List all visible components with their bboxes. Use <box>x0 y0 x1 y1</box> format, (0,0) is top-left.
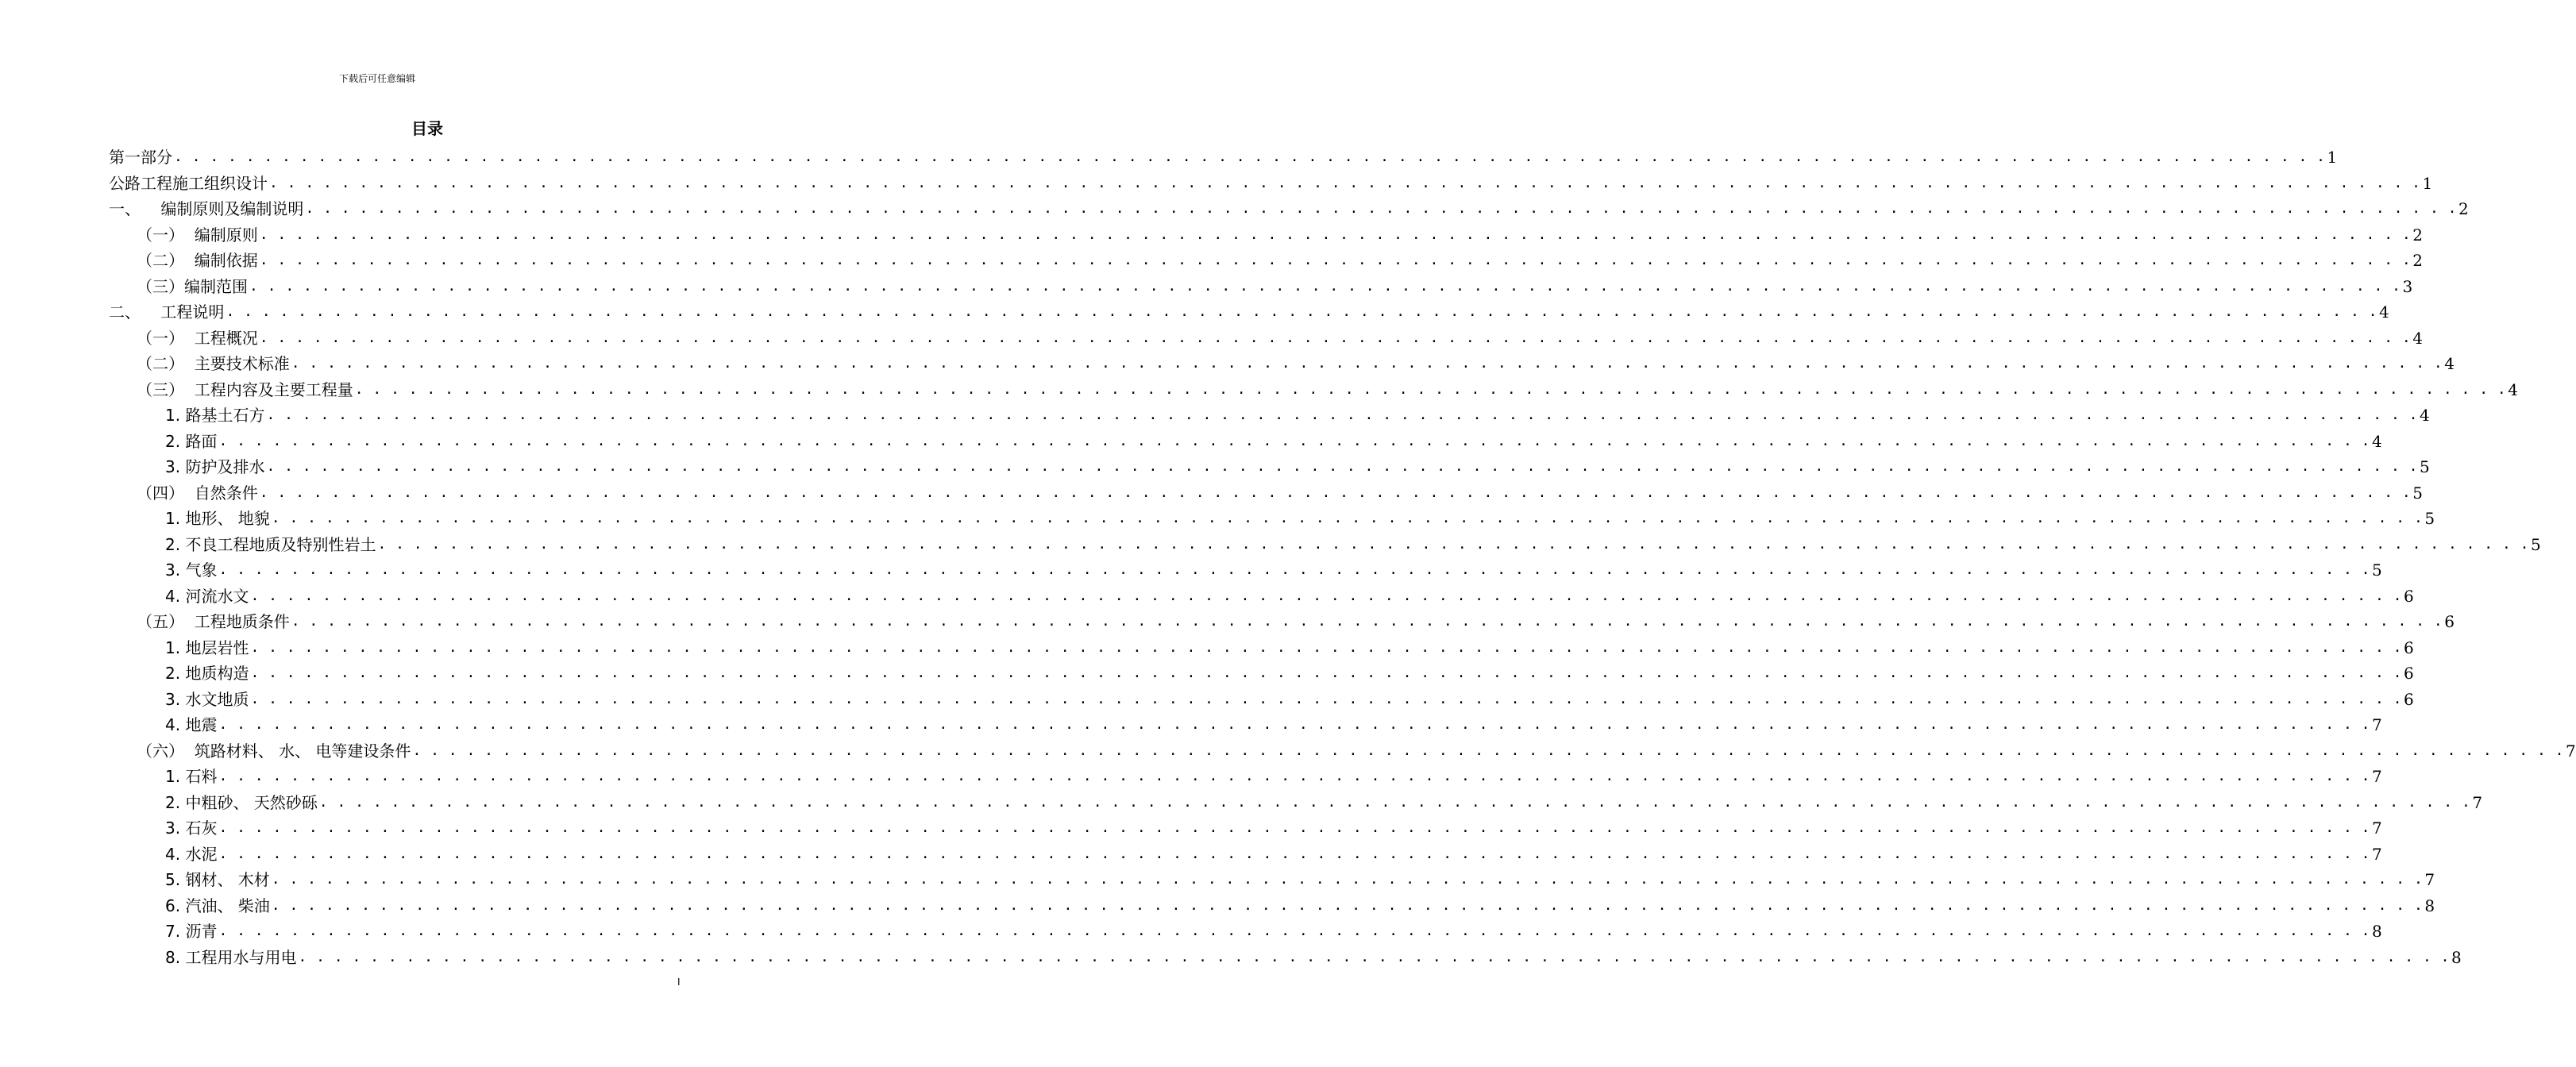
toc-entry-label: 二、 工程说明 <box>109 302 225 322</box>
toc-entry[interactable] <box>165 864 2435 889</box>
toc-entry-page: 6 <box>2403 689 2414 709</box>
toc-dot-leader: . . . . . . . . . . . . . . . . . . . . . . . . . . . . . . . . . . . . . . . . . . . . . . . . . . . . . . . . . . . . . . . . . . . . . . . . . . . . . . . . . . . . . . . . . . . . . . . . . . . . . . . . . . . . . . . . . . . . . . . . <box>298 948 2450 965</box>
toc-entry-page: 1 <box>2327 148 2338 167</box>
toc-entry[interactable] <box>165 503 2435 528</box>
toc-entry-page: 4 <box>2412 328 2423 348</box>
toc-dot-leader: . . . . . . . . . . . . . . . . . . . . . . . . . . . . . . . . . . . . . . . . . . . . . . . . . . . . . . . . . . . . . . . . . . . . . . . . . . . . . . . . . . . . . . . . . . . . . . . . . . . . . . . . . . . . . . . . . . . . . . . . <box>250 638 2402 656</box>
toc-entry-page: 2 <box>2412 251 2423 270</box>
toc-entry-label: 3. 气象 <box>165 560 218 580</box>
toc-entry-page: 6 <box>2403 586 2414 606</box>
toc-title: 目录 <box>411 119 443 138</box>
toc-entry[interactable] <box>165 684 2414 709</box>
toc-entry[interactable] <box>137 245 2423 270</box>
toc-entry-label: （六） 筑路材料、 水、 电等建设条件 <box>137 741 411 761</box>
toc-entry-label: 2. 地质构造 <box>165 664 249 683</box>
toc-dot-leader: . . . . . . . . . . . . . . . . . . . . . . . . . . . . . . . . . . . . . . . . . . . . . . . . . . . . . . . . . . . . . . . . . . . . . . . . . . . . . . . . . . . . . . . . . . . . . . . . . . . . . . . . . . . . . . . . . . . . . . . . <box>271 896 2424 914</box>
toc-entry-page: 6 <box>2403 638 2414 657</box>
toc-dot-leader: . . . . . . . . . . . . . . . . . . . . . . . . . . . . . . . . . . . . . . . . . . . . . . . . . . . . . . . . . . . . . . . . . . . . . . . . . . . . . . . . . . . . . . . . . . . . . . . . . . . . . . . . . . . . . . . . . . . . . . . . <box>226 303 2377 320</box>
toc-entry-label: （三） 工程内容及主要工程量 <box>137 379 353 399</box>
toc-entry-label: 2. 路面 <box>165 431 218 451</box>
toc-dot-leader: . . . . . . . . . . . . . . . . . . . . . . . . . . . . . . . . . . . . . . . . . . . . . . . . . . . . . . . . . . . . . . . . . . . . . . . . . . . . . . . . . . . . . . . . . . . . . . . . . . . . . . . . . . . . . . . . . . . . . . . . <box>259 329 2412 346</box>
toc-dot-leader: . . . . . . . . . . . . . . . . . . . . . . . . . . . . . . . . . . . . . . . . . . . . . . . . . . . . . . . . . . . . . . . . . . . . . . . . . . . . . . . . . . . . . . . . . . . . . . . . . . . . . . . . . . . . . . . . . . . . . . . . <box>271 510 2424 526</box>
toc-entry-label: 4. 河流水文 <box>165 586 249 606</box>
toc-entry-label: 3. 水文地质 <box>165 689 249 709</box>
toc-entry-page: 2 <box>2458 199 2469 218</box>
toc-dot-leader: . . . . . . . . . . . . . . . . . . . . . . . . . . . . . . . . . . . . . . . . . . . . . . . . . . . . . . . . . . . . . . . . . . . . . . . . . . . . . . . . . . . . . . . . . . . . . . . . . . . . . . . . . . . . . . . . . . . . . . . . <box>271 871 2424 888</box>
toc-entry-label: （五） 工程地质条件 <box>137 612 290 631</box>
toc-entry-label: 3. 石灰 <box>165 819 218 838</box>
toc-entry-label: （一） 编制原则 <box>137 225 258 245</box>
toc-entry[interactable] <box>109 168 2433 193</box>
toc-entry-page: 4 <box>2444 354 2455 373</box>
toc-entry-page: 7 <box>2472 792 2483 812</box>
toc-entry-label: （四） 自然条件 <box>137 483 258 503</box>
toc-entry-label: 1. 地层岩性 <box>165 638 249 657</box>
toc-dot-leader: . . . . . . . . . . . . . . . . . . . . . . . . . . . . . . . . . . . . . . . . . . . . . . . . . . . . . . . . . . . . . . . . . . . . . . . . . . . . . . . . . . . . . . . . . . . . . . . . . . . . . . . . . . . . . . . . . . . . . . . . <box>250 690 2402 707</box>
toc-entry[interactable] <box>137 348 2455 373</box>
toc-entry-label: （二） 编制依据 <box>137 251 258 270</box>
toc-entry-label: 8. 工程用水与用电 <box>165 947 297 967</box>
toc-entry-page: 4 <box>2508 379 2518 399</box>
toc-dot-leader: . . . . . . . . . . . . . . . . . . . . . . . . . . . . . . . . . . . . . . . . . . . . . . . . . . . . . . . . . . . . . . . . . . . . . . . . . . . . . . . . . . . . . . . . . . . . . . . . . . . . . . . . . . . . . . . . . . . . . . . . <box>412 742 2564 759</box>
toc-dot-leader: . . . . . . . . . . . . . . . . . . . . . . . . . . . . . . . . . . . . . . . . . . . . . . . . . . . . . . . . . . . . . . . . . . . . . . . . . . . . . . . . . . . . . . . . . . . . . . . . . . . . . . . . . . . . . . . . . . . . . . . . <box>318 793 2471 811</box>
toc-entry[interactable] <box>137 735 2576 761</box>
toc-entry[interactable] <box>109 141 2338 167</box>
toc-entry-label: 第一部分 <box>109 148 172 167</box>
toc-dot-leader: . . . . . . . . . . . . . . . . . . . . . . . . . . . . . . . . . . . . . . . . . . . . . . . . . . . . . . . . . . . . . . . . . . . . . . . . . . . . . . . . . . . . . . . . . . . . . . . . . . . . . . . . . . . . . . . . . . . . . . . . <box>269 174 2421 191</box>
toc-entry-page: 7 <box>2371 767 2382 786</box>
toc-entry-page: 5 <box>2412 483 2423 503</box>
toc-entry[interactable] <box>165 451 2430 476</box>
toc-entry[interactable] <box>165 709 2382 734</box>
toc-entry-label: 1. 石料 <box>165 767 218 786</box>
toc-entry-label: 2. 中粗砂、 天然砂砾 <box>165 792 318 812</box>
toc-entry[interactable] <box>165 529 2541 554</box>
toc-dot-leader: . . . . . . . . . . . . . . . . . . . . . . . . . . . . . . . . . . . . . . . . . . . . . . . . . . . . . . . . . . . . . . . . . . . . . . . . . . . . . . . . . . . . . . . . . . . . . . . . . . . . . . . . . . . . . . . . . . . . . . . . <box>377 535 2529 553</box>
toc-entry-page: 4 <box>2371 431 2382 451</box>
toc-entry-page: 5 <box>2530 534 2541 554</box>
toc-entry-label: 4. 地震 <box>165 715 218 734</box>
toc-entry-page: 7 <box>2371 819 2382 838</box>
toc-entry-page: 7 <box>2565 741 2576 761</box>
toc-entry-page: 1 <box>2422 173 2433 193</box>
toc-entry-page: 5 <box>2424 509 2435 528</box>
toc-entry-page: 6 <box>2444 612 2455 631</box>
toc-dot-leader: . . . . . . . . . . . . . . . . . . . . . . . . . . . . . . . . . . . . . . . . . . . . . . . . . . . . . . . . . . . . . . . . . . . . . . . . . . . . . . . . . . . . . . . . . . . . . . . . . . . . . . . . . . . . . . . . . . . . . . . . <box>218 819 2370 836</box>
toc-entry-label: 3. 防护及排水 <box>165 457 265 476</box>
toc-entry-label: 1. 路基土石方 <box>165 406 265 425</box>
toc-entry-label: 7. 沥青 <box>165 922 218 941</box>
toc-entry-label: 2. 不良工程地质及特别性岩土 <box>165 534 376 554</box>
toc-entry[interactable] <box>137 374 2518 399</box>
toc-entry[interactable] <box>137 322 2423 348</box>
toc-entry-page: 7 <box>2424 870 2435 889</box>
toc-dot-leader: . . . . . . . . . . . . . . . . . . . . . . . . . . . . . . . . . . . . . . . . . . . . . . . . . . . . . . . . . . . . . . . . . . . . . . . . . . . . . . . . . . . . . . . . . . . . . . . . . . . . . . . . . . . . . . . . . . . . . . . . <box>218 845 2370 862</box>
toc-dot-leader: . . . . . . . . . . . . . . . . . . . . . . . . . . . . . . . . . . . . . . . . . . . . . . . . . . . . . . . . . . . . . . . . . . . . . . . . . . . . . . . . . . . . . . . . . . . . . . . . . . . . . . . . . . . . . . . . . . . . . . . . <box>249 277 2401 295</box>
toc-entry[interactable] <box>137 606 2455 631</box>
toc-dot-leader: . . . . . . . . . . . . . . . . . . . . . . . . . . . . . . . . . . . . . . . . . . . . . . . . . . . . . . . . . . . . . . . . . . . . . . . . . . . . . . . . . . . . . . . . . . . . . . . . . . . . . . . . . . . . . . . . . . . . . . . . <box>259 252 2412 268</box>
toc-dot-leader: . . . . . . . . . . . . . . . . . . . . . . . . . . . . . . . . . . . . . . . . . . . . . . . . . . . . . . . . . . . . . . . . . . . . . . . . . . . . . . . . . . . . . . . . . . . . . . . . . . . . . . . . . . . . . . . . . . . . . . . . <box>250 587 2402 604</box>
toc-entry-page: 4 <box>2378 302 2389 322</box>
toc-entry[interactable] <box>165 399 2430 425</box>
toc-entry[interactable] <box>165 890 2435 915</box>
toc-dot-leader: . . . . . . . . . . . . . . . . . . . . . . . . . . . . . . . . . . . . . . . . . . . . . . . . . . . . . . . . . . . . . . . . . . . . . . . . . . . . . . . . . . . . . . . . . . . . . . . . . . . . . . . . . . . . . . . . . . . . . . . . <box>250 664 2402 681</box>
toc-entry[interactable] <box>137 477 2423 503</box>
toc-dot-leader: . . . . . . . . . . . . . . . . . . . . . . . . . . . . . . . . . . . . . . . . . . . . . . . . . . . . . . . . . . . . . . . . . . . . . . . . . . . . . . . . . . . . . . . . . . . . . . . . . . . . . . . . . . . . . . . . . . . . . . . . <box>218 923 2370 939</box>
toc-entry-page: 8 <box>2424 896 2435 915</box>
toc-entry-page: 8 <box>2451 947 2462 967</box>
toc-entry-page: 8 <box>2371 922 2382 941</box>
toc-entry-page: 6 <box>2403 664 2414 683</box>
toc-dot-leader: . . . . . . . . . . . . . . . . . . . . . . . . . . . . . . . . . . . . . . . . . . . . . . . . . . . . . . . . . . . . . . . . . . . . . . . . . . . . . . . . . . . . . . . . . . . . . . . . . . . . . . . . . . . . . . . . . . . . . . . . <box>291 613 2443 630</box>
toc-entry-label: 1. 地形、 地貌 <box>165 509 270 528</box>
toc-dot-leader: . . . . . . . . . . . . . . . . . . . . . . . . . . . . . . . . . . . . . . . . . . . . . . . . . . . . . . . . . . . . . . . . . . . . . . . . . . . . . . . . . . . . . . . . . . . . . . . . . . . . . . . . . . . . . . . . . . . . . . . . <box>218 768 2370 784</box>
toc-entry-page: 5 <box>2419 457 2430 476</box>
toc-entry-page: 7 <box>2371 715 2382 734</box>
toc-entry-page: 5 <box>2371 560 2382 580</box>
toc-dot-leader: . . . . . . . . . . . . . . . . . . . . . . . . . . . . . . . . . . . . . . . . . . . . . . . . . . . . . . . . . . . . . . . . . . . . . . . . . . . . . . . . . . . . . . . . . . . . . . . . . . . . . . . . . . . . . . . . . . . . . . . . <box>218 716 2370 733</box>
toc-dot-leader: . . . . . . . . . . . . . . . . . . . . . . . . . . . . . . . . . . . . . . . . . . . . . . . . . . . . . . . . . . . . . . . . . . . . . . . . . . . . . . . . . . . . . . . . . . . . . . . . . . . . . . . . . . . . . . . . . . . . . . . . <box>354 380 2507 398</box>
toc-entry[interactable] <box>137 219 2423 245</box>
toc-entry[interactable] <box>165 632 2414 657</box>
toc-entry-page: 2 <box>2412 225 2423 245</box>
toc-entry[interactable] <box>165 838 2382 864</box>
toc-dot-leader: . . . . . . . . . . . . . . . . . . . . . . . . . . . . . . . . . . . . . . . . . . . . . . . . . . . . . . . . . . . . . . . . . . . . . . . . . . . . . . . . . . . . . . . . . . . . . . . . . . . . . . . . . . . . . . . . . . . . . . . . <box>266 458 2418 475</box>
page-number: I <box>677 976 681 988</box>
toc-entry-label: 5. 钢材、 木材 <box>165 870 270 889</box>
toc-entry[interactable] <box>165 580 2414 606</box>
toc-dot-leader: . . . . . . . . . . . . . . . . . . . . . . . . . . . . . . . . . . . . . . . . . . . . . . . . . . . . . . . . . . . . . . . . . . . . . . . . . . . . . . . . . . . . . . . . . . . . . . . . . . . . . . . . . . . . . . . . . . . . . . . . <box>218 561 2370 578</box>
toc-dot-leader: . . . . . . . . . . . . . . . . . . . . . . . . . . . . . . . . . . . . . . . . . . . . . . . . . . . . . . . . . . . . . . . . . . . . . . . . . . . . . . . . . . . . . . . . . . . . . . . . . . . . . . . . . . . . . . . . . . . . . . . . <box>218 432 2370 449</box>
toc-dot-leader: . . . . . . . . . . . . . . . . . . . . . . . . . . . . . . . . . . . . . . . . . . . . . . . . . . . . . . . . . . . . . . . . . . . . . . . . . . . . . . . . . . . . . . . . . . . . . . . . . . . . . . . . . . . . . . . . . . . . . . . . <box>174 148 2326 165</box>
toc-entry[interactable] <box>165 657 2414 683</box>
toc-entry-label: 6. 汽油、 柴油 <box>165 896 270 915</box>
toc-entry-label: 4. 水泥 <box>165 844 218 864</box>
toc-entry[interactable] <box>165 761 2382 786</box>
toc-dot-leader: . . . . . . . . . . . . . . . . . . . . . . . . . . . . . . . . . . . . . . . . . . . . . . . . . . . . . . . . . . . . . . . . . . . . . . . . . . . . . . . . . . . . . . . . . . . . . . . . . . . . . . . . . . . . . . . . . . . . . . . . <box>259 225 2412 243</box>
toc-dot-leader: . . . . . . . . . . . . . . . . . . . . . . . . . . . . . . . . . . . . . . . . . . . . . . . . . . . . . . . . . . . . . . . . . . . . . . . . . . . . . . . . . . . . . . . . . . . . . . . . . . . . . . . . . . . . . . . . . . . . . . . . <box>266 406 2418 423</box>
toc-dot-leader: . . . . . . . . . . . . . . . . . . . . . . . . . . . . . . . . . . . . . . . . . . . . . . . . . . . . . . . . . . . . . . . . . . . . . . . . . . . . . . . . . . . . . . . . . . . . . . . . . . . . . . . . . . . . . . . . . . . . . . . . <box>291 355 2443 372</box>
toc-entry-page: 3 <box>2402 276 2413 296</box>
toc-entry[interactable] <box>165 787 2483 812</box>
toc-entry[interactable] <box>137 271 2413 296</box>
toc-entry-label: 公路工程施工组织设计 <box>109 173 268 193</box>
toc-entry-label: （二） 主要技术标准 <box>137 354 290 373</box>
page-header: 下载后可任意编辑 <box>338 73 415 84</box>
toc-entry[interactable] <box>109 193 2469 218</box>
toc-entry-label: 一、 编制原则及编制说明 <box>109 199 304 218</box>
toc-entry-page: 7 <box>2371 844 2382 864</box>
toc-entry[interactable] <box>109 296 2389 322</box>
toc-entry[interactable] <box>165 554 2382 580</box>
toc-entry-label: （三）编制范围 <box>137 276 248 296</box>
toc-entry[interactable] <box>165 942 2462 967</box>
toc-dot-leader: . . . . . . . . . . . . . . . . . . . . . . . . . . . . . . . . . . . . . . . . . . . . . . . . . . . . . . . . . . . . . . . . . . . . . . . . . . . . . . . . . . . . . . . . . . . . . . . . . . . . . . . . . . . . . . . . . . . . . . . . <box>259 483 2412 501</box>
toc-entry-page: 4 <box>2419 406 2430 425</box>
toc-entry[interactable] <box>165 915 2382 941</box>
toc-entry[interactable] <box>165 812 2382 838</box>
toc-entry[interactable] <box>165 426 2382 451</box>
toc-entry-label: （一） 工程概况 <box>137 328 258 348</box>
toc-dot-leader: . . . . . . . . . . . . . . . . . . . . . . . . . . . . . . . . . . . . . . . . . . . . . . . . . . . . . . . . . . . . . . . . . . . . . . . . . . . . . . . . . . . . . . . . . . . . . . . . . . . . . . . . . . . . . . . . . . . . . . . . <box>305 200 2457 217</box>
